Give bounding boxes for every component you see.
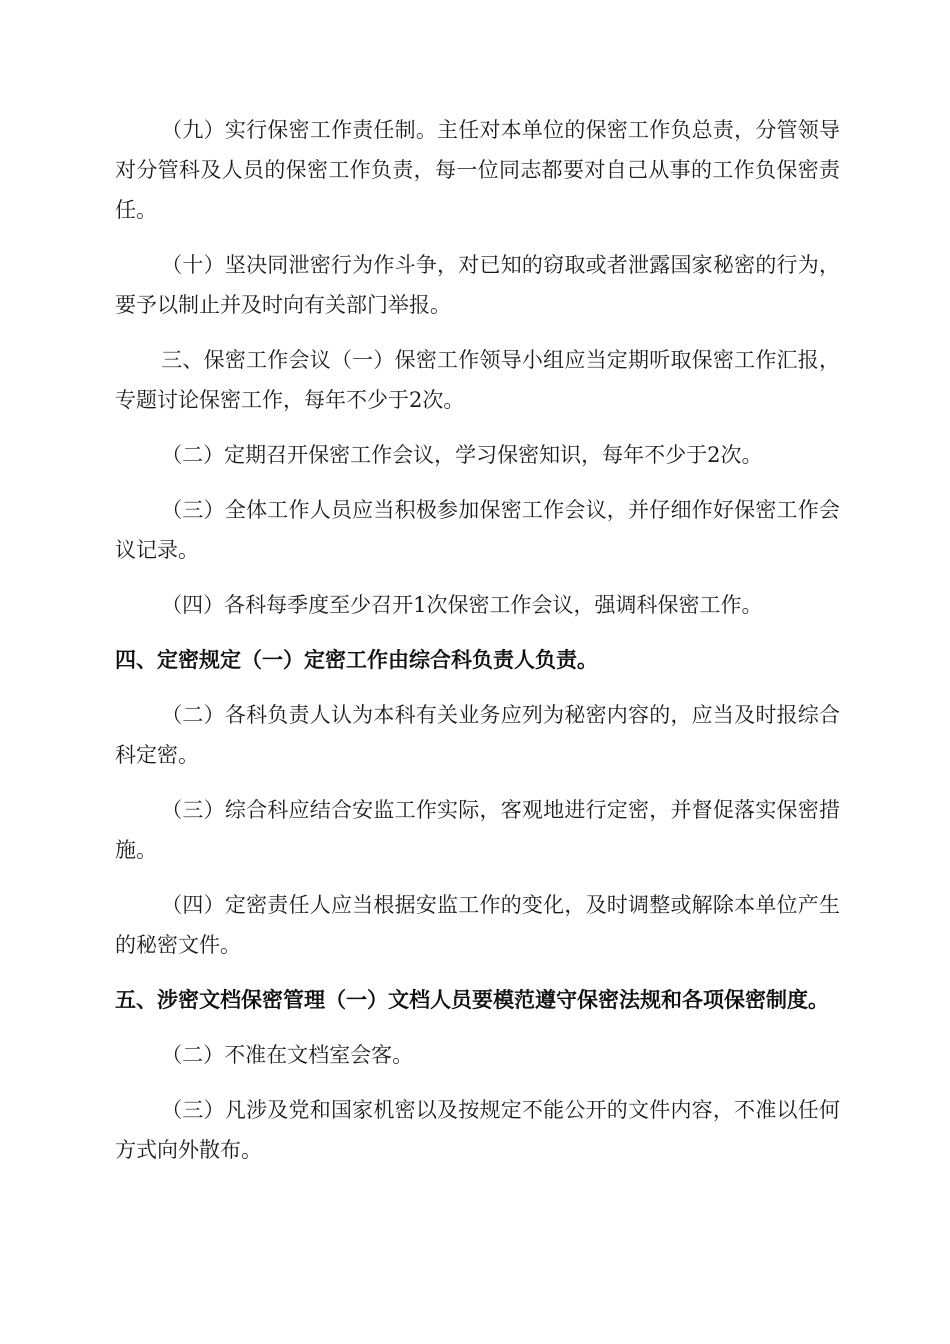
paragraph-document-item-2: （二）不准在文档室会客。	[161, 1043, 414, 1067]
paragraph-meetings-item-4: （四）各科每季度至少召开1次保密工作会议，强调科保密工作。	[161, 593, 763, 617]
paragraph-classification-item-4: （四）定密责任人应当根据安监工作的变化，及时调整或解除本单位产生的秘密文件。	[115, 893, 840, 957]
document-body	[115, 110, 840, 1185]
section-heading-document-management: 五、涉密文档保密管理（一）文档人员要模范遵守保密法规和各项保密制度。	[115, 988, 829, 1012]
paragraph-meetings-item-2: （二）定期召开保密工作会议，学习保密知识，每年不少于2次。	[161, 443, 763, 467]
paragraph-meetings-item-3: （三）全体工作人员应当积极参加保密工作会议，并仔细作好保密工作会议记录。	[115, 498, 840, 562]
paragraph-item-9: （九）实行保密工作责任制。主任对本单位的保密工作负总责，分管领导对分管科及人员的保密工作负责，每一位同志都要对自己从事的工作负保密责任。	[115, 118, 840, 222]
section-heading-classification-rules: 四、定密规定（一）定密工作由综合科负责人负责。	[115, 648, 598, 672]
paragraph-section-3-meetings: 三、保密工作会议（一）保密工作领导小组应当定期听取保密工作汇报，专题讨论保密工作，每年不少于2次。	[115, 348, 840, 412]
paragraph-item-10: （十）坚决同泄密行为作斗争，对已知的窃取或者泄露国家秘密的行为，要予以制止并及时向有关部门举报。	[115, 253, 840, 317]
paragraph-classification-item-2: （二）各科负责人认为本科有关业务应列为秘密内容的，应当及时报综合科定密。	[115, 703, 840, 767]
paragraph-classification-item-3: （三）综合科应结合安监工作实际，客观地进行定密，并督促落实保密措施。	[115, 798, 840, 862]
paragraph-document-item-3: （三）凡涉及党和国家机密以及按规定不能公开的文件内容，不准以任何方式向外散布。	[115, 1098, 840, 1162]
